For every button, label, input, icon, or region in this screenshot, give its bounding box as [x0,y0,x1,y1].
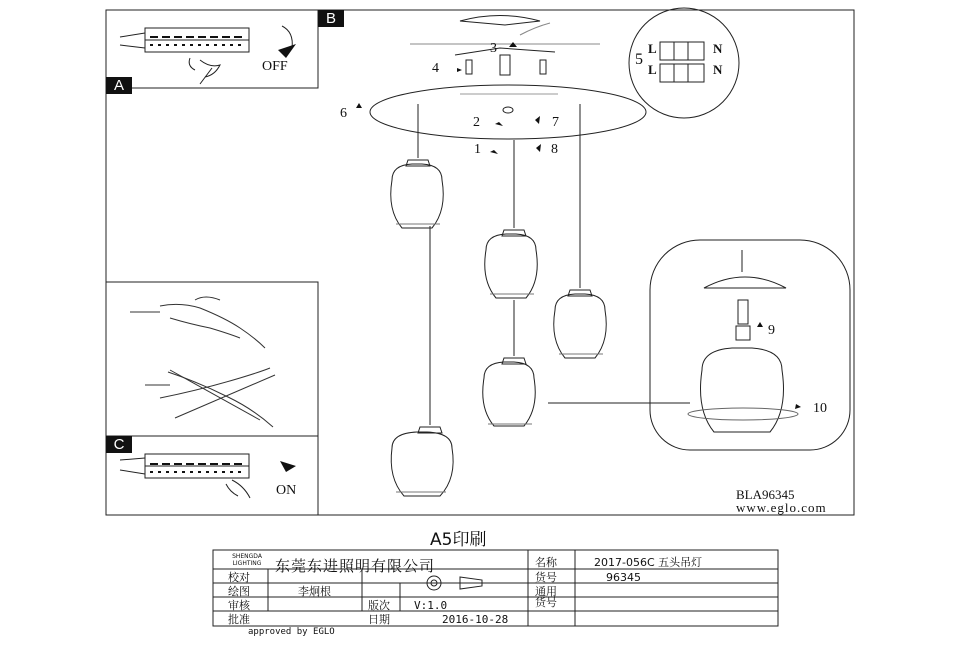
callout-10: 10 [813,401,827,416]
off-caption: OFF [262,59,288,74]
shade-4 [483,358,536,426]
label-item-no: 货号 [535,571,557,584]
company-logo: SHENGDA LIGHTING [232,553,262,567]
panel-c-box [106,436,318,515]
label-name: 名称 [535,556,557,569]
canopy [370,85,646,139]
label-universal-2: 货号 [535,596,557,609]
terminal-l-bottom: L [648,62,657,77]
terminal-n-bottom: N [713,62,723,77]
panel-c-terminal-block [120,454,250,498]
value-version: V:1.0 [414,599,448,612]
website-text: www.eglo.com [736,500,827,515]
approved-by: approved by EGLO [248,627,335,637]
callout-4: 4 [432,61,439,76]
shade-2 [485,230,538,298]
ceiling-hook [460,16,540,26]
label-proofread: 校对 [228,571,250,584]
on-caption: ON [276,483,297,498]
label-date: 日期 [368,613,390,626]
connector-blocks [660,42,704,82]
terminal-n-top: N [713,41,723,56]
callout-9: 9 [768,323,775,338]
callout-7: 7 [552,115,559,130]
label-version: 版次 [368,599,390,612]
label-universal-1: 通用 [535,585,557,598]
value-drafter: 李炯根 [298,585,331,598]
label-drawing: 绘图 [228,585,250,598]
value-name: 2017-056C 五头吊灯 [594,556,703,569]
callout-1: 1 [474,142,481,157]
callout-5: 5 [635,51,643,68]
callout-3: 3 [490,41,497,56]
detail-cap [704,277,786,288]
print-note: A5印刷 [430,530,487,550]
wire-connector-inset [629,8,739,118]
terminal-l-top: L [648,41,657,56]
panel-b-terminal-block [120,26,292,84]
panel-a-box [106,282,318,436]
callout-6: 6 [340,106,347,121]
shade-3 [554,290,607,358]
callout-8: 8 [551,142,558,157]
center-screw [500,55,510,75]
label-approve: 批准 [228,613,250,626]
value-item-no: 96345 [606,571,641,584]
panel-a-hands [130,297,275,427]
shade-5 [391,427,453,496]
panel-a-tab: A [106,77,132,94]
left-screw [466,60,472,74]
panel-b-tab: B [318,10,344,27]
company-name: 东莞东进照明有限公司 [275,557,436,575]
panel-c-tab: C [106,436,132,453]
value-date: 2016-10-28 [442,613,509,626]
model-number: BLA96345 [736,487,795,502]
detail-bubble [650,240,850,450]
shade-1 [391,160,444,228]
label-review: 审核 [228,599,250,612]
callout-2: 2 [473,115,480,130]
right-screw [540,60,546,74]
mounting-bar [455,48,555,55]
